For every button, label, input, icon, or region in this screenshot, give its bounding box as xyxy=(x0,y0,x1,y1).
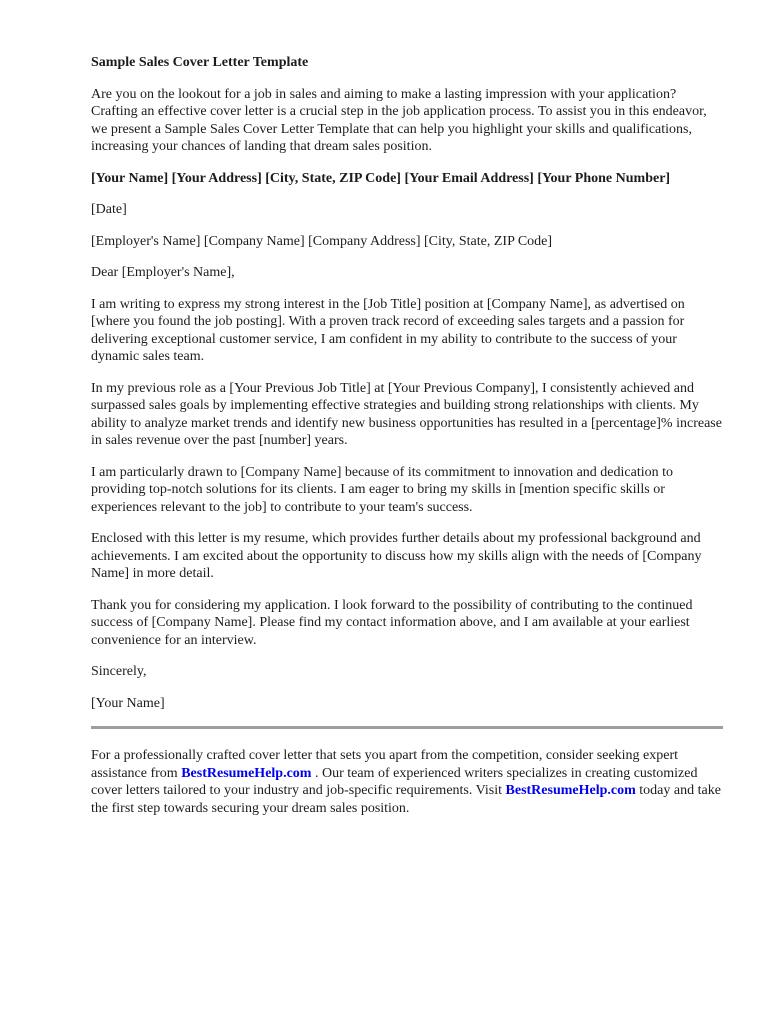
footer-text: . Our team of experienced writers specializes in creating customized cover letters tailored to your industry and job-specific requirements. Visit xyxy=(91,765,698,798)
body-paragraph-company-fit: I am particularly drawn to [Company Name] because of its commitment to innovation and dedication to providing top-notch solutions for its clients. I am eager to bring my skills in [mention specific skills or experiences relevant to the job] to contribute to your team's success. xyxy=(91,464,674,515)
body-paragraph-thanks: Thank you for considering my application. I look forward to the possibility of contributing to the continued success of [Company Name]. Please find my contact information above, and I am available at your earliest convenience for an interview. xyxy=(91,597,693,648)
brand-link[interactable]: BestResumeHelp.com xyxy=(181,765,312,781)
signature-placeholder: [Your Name] xyxy=(91,695,165,711)
closing: Sincerely, xyxy=(91,664,147,679)
body-paragraph-previous-role: In my previous role as a [Your Previous Job Title] at [Your Previous Company], I consistently achieved and surpassed sales goals by implementing effective strategies and building strong relationships with clients. My ability to analyze market trends and identify new business opportunities has resulted in a [percentage]% increase in sales revenue over the past [number] years. xyxy=(91,380,722,448)
body-paragraph-interest: I am writing to express my strong interest in the [Job Title] position at [Company Name], as advertised on [where you found the job posting]. With a proven track record of exceeding sales targets and a passion for delivering exceptional customer service, I am confident in my ability to contribute to the success of your dynamic sales team. xyxy=(91,296,685,364)
body-paragraph-resume: Enclosed with this letter is my resume, which provides further details about my professional background and achievements. I am excited about the opportunity to discuss how my skills align with the needs of [Company Name] in more detail. xyxy=(91,531,702,581)
salutation: Dear [Employer's Name], xyxy=(91,265,235,280)
document-title: Sample Sales Cover Letter Template xyxy=(91,55,309,70)
intro-paragraph: Are you on the lookout for a job in sales and aiming to make a lasting impression with your application? Crafting an effective cover letter is a crucial step in the job application process. To assist you in this endeavor, we present a Sample Sales Cover Letter Template that can help you highlight your skills and qualifications, increasing your chances of landing that dream sales position. xyxy=(91,86,707,154)
date-placeholder: [Date] xyxy=(91,202,127,217)
employer-placeholder-line: [Employer's Name] [Company Name] [Company Address] [City, State, ZIP Code] xyxy=(91,233,553,249)
footer-paragraph xyxy=(91,747,723,817)
section-divider xyxy=(91,726,723,729)
brand-link[interactable]: BestResumeHelp.com xyxy=(505,783,636,798)
footer-text: For a professionally crafted cover letter that sets you apart from the competition, consider seeking expert assistance from xyxy=(91,748,679,781)
contact-placeholder-line: [Your Name] [Your Address] [City, State, ZIP Code] [Your Email Address] [Your Phone Number] xyxy=(91,170,671,186)
footer-text: today and take the first step towards securing your dream sales position. xyxy=(91,783,721,816)
